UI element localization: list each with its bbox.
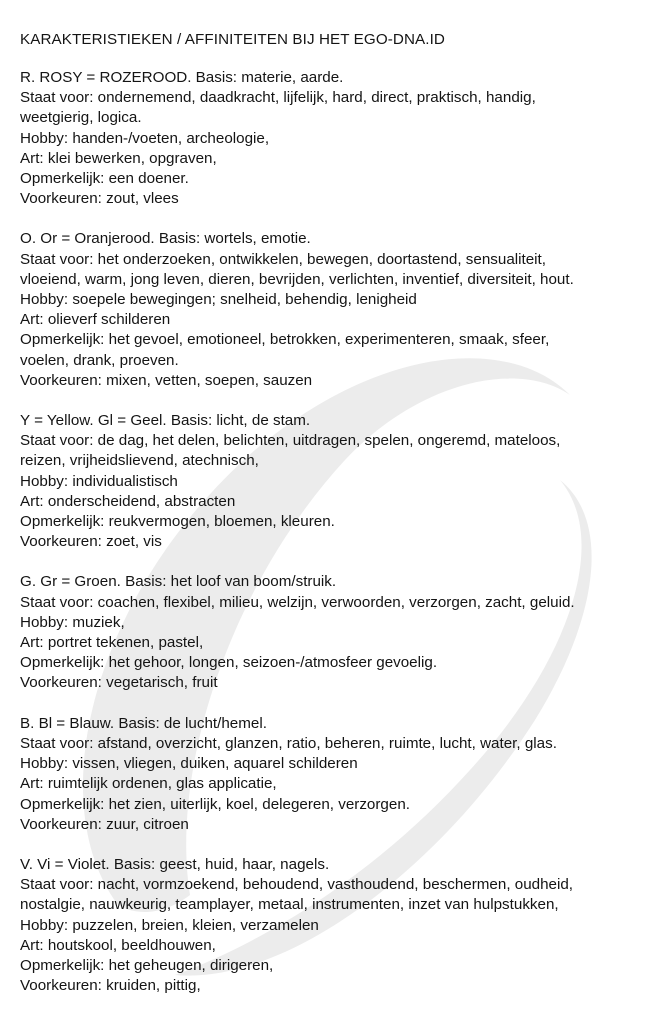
document-page — [20, 30, 650, 1016]
section-line: Staat voor: nacht, vormzoekend, behoudend, vasthoudend, beschermen, oudheid, — [20, 876, 574, 894]
section-line: Opmerkelijk: het zien, uiterlijk, koel, delegeren, verzorgen. — [20, 795, 410, 813]
section-line: Hobby: vissen, vliegen, duiken, aquarel schilderen — [20, 755, 358, 773]
section-line: weetgierig, logica. — [20, 109, 142, 127]
section-line: Staat voor: ondernemend, daadkracht, lijfelijk, hard, direct, praktisch, handig, — [20, 89, 536, 107]
section-heading: O. Or = Oranjerood. Basis: wortels, emotie. — [20, 230, 311, 248]
section-line: Opmerkelijk: het geheugen, dirigeren, — [20, 956, 274, 974]
section-line: Hobby: individualistisch — [20, 472, 178, 490]
section-line: Voorkeuren: zoet, vis — [20, 533, 162, 551]
section-line: Staat voor: het onderzoeken, ontwikkelen, bewegen, doortastend, sensualiteit, — [20, 250, 546, 268]
section-line: Art: olieverf schilderen — [20, 311, 171, 329]
section — [20, 411, 650, 552]
section — [20, 855, 650, 996]
section — [20, 68, 650, 209]
section-line: Voorkeuren: vegetarisch, fruit — [20, 674, 218, 692]
section-line: Art: ruimtelijk ordenen, glas applicatie, — [20, 775, 277, 793]
section — [20, 714, 650, 835]
section-heading: B. Bl = Blauw. Basis: de lucht/hemel. — [20, 714, 267, 732]
section-line: nostalgie, nauwkeurig, teamplayer, metaal, instrumenten, inzet van hulpstukken, — [20, 896, 559, 914]
section-line: Art: houtskool, beeldhouwen, — [20, 936, 216, 954]
section-line: Voorkeuren: mixen, vetten, soepen, sauzen — [20, 371, 313, 389]
section-line: Hobby: soepele bewegingen; snelheid, behendig, lenigheid — [20, 291, 417, 309]
section-heading: V. Vi = Violet. Basis: geest, huid, haar, nagels. — [20, 855, 330, 873]
section-line: Opmerkelijk: een doener. — [20, 170, 189, 188]
section — [20, 572, 650, 693]
section-line: Voorkeuren: zout, vlees — [20, 190, 179, 208]
section-line: Hobby: muziek, — [20, 613, 125, 631]
section-line: vloeiend, warm, jong leven, dieren, bevrijden, verlichten, inventief, diversiteit, hout. — [20, 270, 574, 288]
section-line: Art: onderscheidend, abstracten — [20, 492, 236, 510]
section-line: Staat voor: afstand, overzicht, glanzen, ratio, beheren, ruimte, lucht, water, glas. — [20, 734, 557, 752]
section-line: Opmerkelijk: het gevoel, emotioneel, betrokken, experimenteren, smaak, sfeer, — [20, 331, 550, 349]
section-line: voelen, drank, proeven. — [20, 351, 179, 369]
section-line: Staat voor: coachen, flexibel, milieu, welzijn, verwoorden, verzorgen, zacht, geluid. — [20, 593, 575, 611]
section-line: reizen, vrijheidslievend, atechnisch, — [20, 452, 259, 470]
section-line: Opmerkelijk: reukvermogen, bloemen, kleuren. — [20, 513, 335, 531]
section-line: Staat voor: de dag, het delen, belichten, uitdragen, spelen, ongeremd, mateloos, — [20, 432, 561, 450]
section-line: Opmerkelijk: het gehoor, longen, seizoen-/atmosfeer gevoelig. — [20, 654, 438, 672]
section — [20, 229, 650, 391]
section-heading: R. ROSY = ROZEROOD. Basis: materie, aarde. — [20, 69, 344, 86]
sections-container — [20, 68, 650, 996]
section-line: Voorkeuren: zuur, citroen — [20, 815, 189, 833]
section-line: Art: portret tekenen, pastel, — [20, 634, 204, 652]
section-line: Art: klei bewerken, opgraven, — [20, 149, 217, 167]
section-heading: G. Gr = Groen. Basis: het loof van boom/struik. — [20, 573, 337, 591]
section-line: Hobby: handen-/voeten, archeologie, — [20, 129, 270, 147]
section-line: Voorkeuren: kruiden, pittig, — [20, 977, 201, 995]
document-title: KARAKTERISTIEKEN / AFFINITEITEN BIJ HET EGO-DNA.ID — [20, 31, 445, 48]
section-line: Hobby: puzzelen, breien, kleien, verzamelen — [20, 916, 319, 934]
section-heading: Y = Yellow. Gl = Geel. Basis: licht, de stam. — [20, 412, 311, 430]
